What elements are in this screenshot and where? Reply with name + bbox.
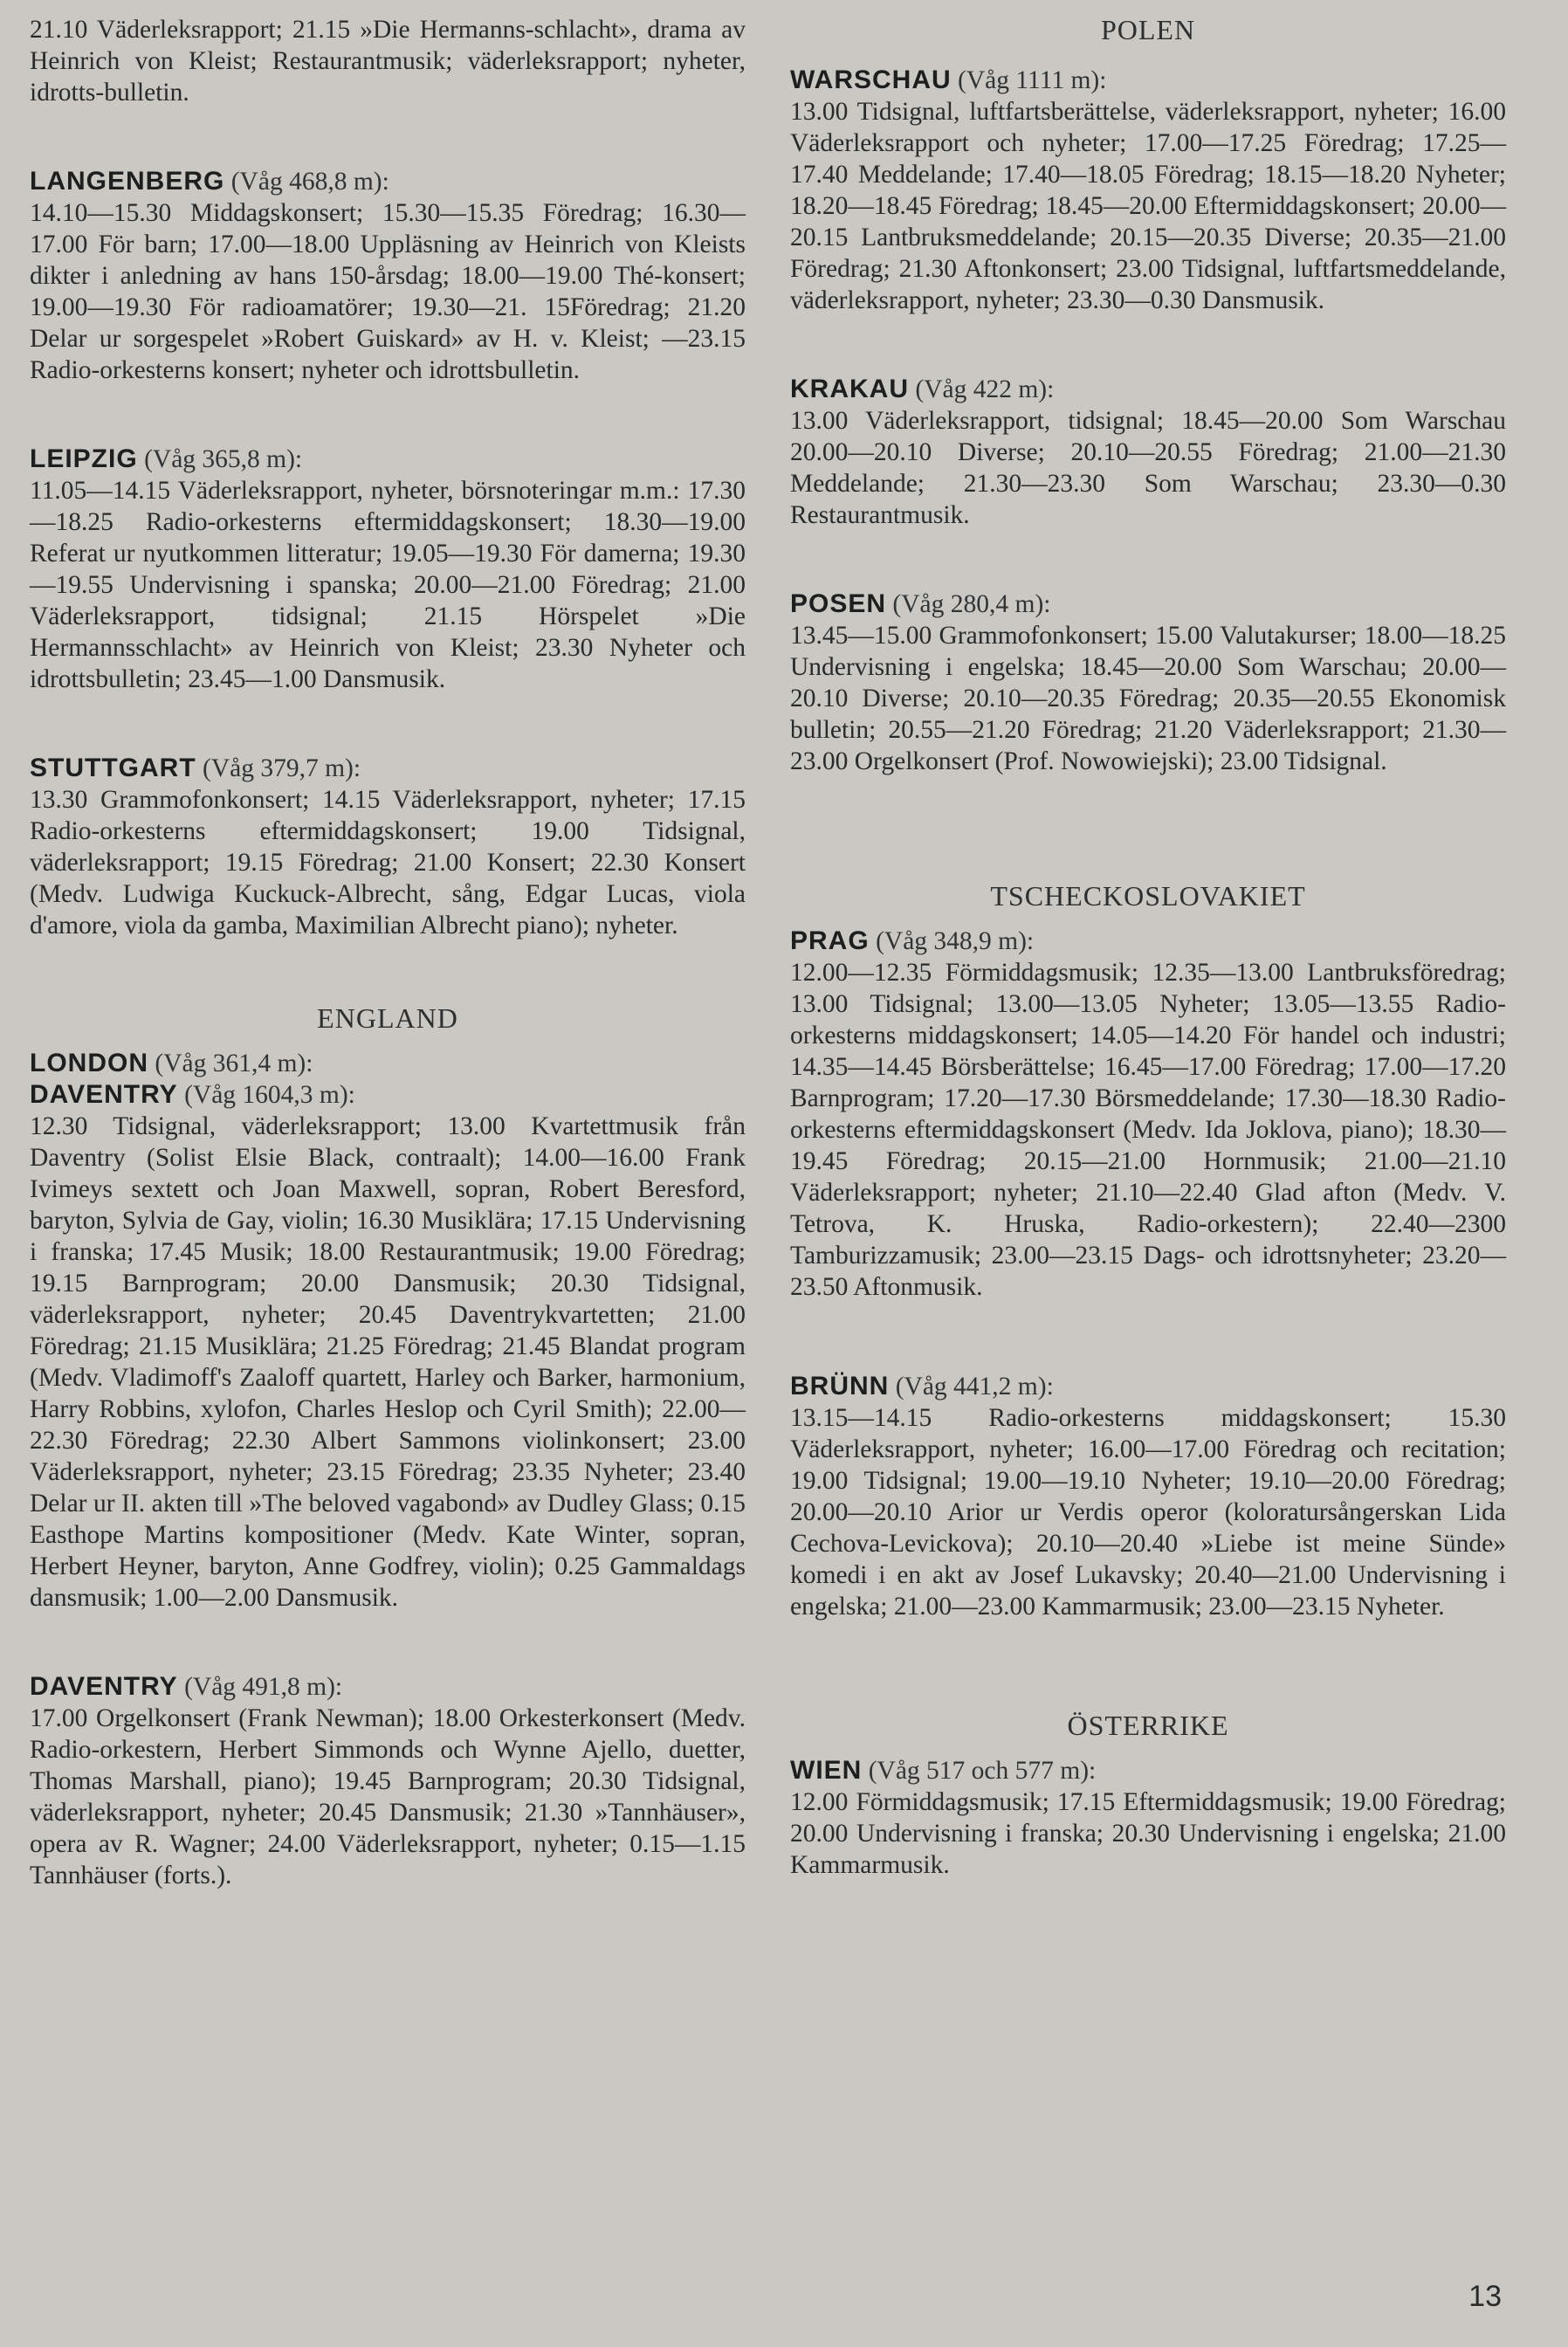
station-krakau	[790, 374, 1506, 531]
station-warschau	[790, 65, 1506, 316]
station-name: DAVENTRY	[30, 1080, 178, 1109]
station-wavelength: (Våg 468,8 m):	[230, 168, 389, 196]
station-wavelength: (Våg 1111 m):	[958, 66, 1107, 94]
station-name: BRÜNN	[790, 1372, 890, 1401]
station-leipzig	[30, 444, 746, 695]
station-wavelength: (Våg 365,8 m):	[144, 445, 303, 473]
station-london-daventry	[30, 1048, 746, 1614]
station-wavelength: (Våg 280,4 m):	[892, 590, 1051, 618]
station-wavelength: (Våg 1604,3 m):	[184, 1081, 355, 1109]
country-heading-polen: POLEN	[1100, 14, 1196, 45]
station-schedule: 17.00 Orgelkonsert (Frank Newman); 18.00 Orkesterkonsert (Medv. Radio-orkestern, Herbert Simmonds och Wynne Ajello, duetter, Thomas Marshall, piano); 19.45 Barnprogram; 20.30 Tidsignal, väderleksrapport, nyheter; 20.45 Dansmusik; 21.30 »Tannhäuser», opera av R. Wagner; 24.00 Väderleksrapport, nyheter; 0.15—1.15 Tannhäuser (forts.).	[30, 1704, 746, 1889]
station-schedule: 11.05—14.15 Väderleksrapport, nyheter, börsnoteringar m.m.: 17.30—18.25 Radio-orkesterns eftermiddagskonsert; 18.30—19.00 Referat ur nyutkommen litteratur; 19.05—19.30 För damerna; 19.30—19.55 Undervisning i spanska; 20.00—21.00 Föredrag; 21.00 Väderleksrapport, tidsignal; 21.15 Hörspelet »Die Hermannsschlacht» av Heinrich von Kleist; 23.30 Nyheter och idrottsbulletin; 23.45—1.00 Dansmusik.	[30, 477, 746, 693]
station-schedule: 13.45—15.00 Grammofonkonsert; 15.00 Valutakurser; 18.00—18.25 Undervisning i engelska; 18.45—20.00 Som Warschau; 20.00—20.10 Diverse; 20.10—20.35 Föredrag; 20.35—20.55 Ekonomisk bulletin; 20.55—21.20 Föredrag; 21.20 Väderleksrapport; 21.30—23.00 Orgelkonsert (Prof. Nowowiejski); 23.00 Tidsignal.	[790, 622, 1506, 775]
station-wien	[790, 1755, 1506, 1881]
station-prag	[790, 926, 1506, 1303]
station-name: WARSCHAU	[790, 65, 952, 94]
station-wavelength: (Våg 348,9 m):	[876, 927, 1035, 955]
station-posen	[790, 588, 1506, 777]
station-wavelength: (Våg 361,4 m):	[155, 1050, 313, 1077]
station-name: LEIPZIG	[30, 444, 138, 473]
station-schedule: 13.30 Grammofonkonsert; 14.15 Väderleksrapport, nyheter; 17.15 Radio-orkesterns eftermiddagskonsert; 19.00 Tidsignal, väderleksrapport; 19.15 Föredrag; 21.00 Konsert; 22.30 Konsert (Medv. Ludwiga Kuckuck-Albrecht, sång, Edgar Lucas, viola d'amore, viola da gamba, Maximilian Albrecht piano); nyheter.	[30, 786, 746, 939]
station-name: KRAKAU	[790, 375, 909, 403]
country-heading-tschecko: TSCHECKOSLOVAKIET	[990, 880, 1306, 912]
station-wavelength: (Våg 379,7 m):	[203, 754, 361, 782]
station-daventry-491	[30, 1671, 746, 1891]
intro-paragraph: 21.10 Väderleksrapport; 21.15 »Die Hermanns-schlacht», drama av Heinrich von Kleist; Restaurantmusik; väderleksrapport; nyheter, idrotts-bulletin.	[30, 16, 746, 107]
station-schedule: 13.00 Tidsignal, luftfartsberättelse, väderleksrapport, nyheter; 16.00 Väderleksrapport och nyheter; 17.00—17.25 Föredrag; 17.25—17.40 Meddelande; 17.40—18.05 Föredrag; 18.15—18.20 Nyheter; 18.20—18.45 Föredrag; 18.45—20.00 Eftermiddagskonsert; 20.00—20.15 Lantbruksmeddelande; 20.15—20.35 Diverse; 20.35—21.00 Föredrag; 21.30 Aftonkonsert; 23.00 Tidsignal, luftfartsmeddelande, väderleksrapport, nyheter; 23.30—0.30 Dansmusik.	[790, 98, 1506, 314]
station-wavelength: (Våg 517 och 577 m):	[868, 1757, 1097, 1785]
station-wavelength: (Våg 441,2 m):	[895, 1373, 1054, 1401]
station-stuttgart	[30, 753, 746, 941]
station-name: LONDON	[30, 1049, 148, 1077]
station-name: LANGENBERG	[30, 167, 225, 196]
right-column	[790, 14, 1506, 1881]
country-heading-england: ENGLAND	[317, 1002, 458, 1034]
station-name: PRAG	[790, 926, 870, 955]
page-number: 13	[1468, 2280, 1502, 2313]
station-name: DAVENTRY	[30, 1672, 178, 1701]
station-wavelength: (Våg 422 m):	[915, 375, 1055, 403]
left-column	[30, 14, 746, 1891]
station-langenberg	[30, 166, 746, 386]
station-schedule: 14.10—15.30 Middagskonsert; 15.30—15.35 Föredrag; 16.30—17.00 För barn; 17.00—18.00 Uppläsning av Heinrich von Kleists dikter i anledning av hans 150-årsdag; 18.00—19.00 Thé-konsert; 19.00—19.30 För radioamatörer; 19.30—21. 15Föredrag; 21.20 Delar ur sorgespelet »Robert Guiskard» av H. v. Kleist; —23.15 Radio-orkesterns konsert; nyheter och idrottsbulletin.	[30, 199, 746, 384]
country-heading-osterrike: ÖSTERRIKE	[1067, 1710, 1229, 1741]
station-name: STUTTGART	[30, 754, 196, 782]
station-schedule: 13.15—14.15 Radio-orkesterns middagskonsert; 15.30 Väderleksrapport, nyheter; 16.00—17.00 Föredrag och recitation; 19.00 Tidsignal; 19.00—19.10 Nyheter; 19.10—20.00 Föredrag; 20.00—20.10 Arior ur Verdis operor (koloratursångerskan Lida Cechova-Levickova); 20.10—20.40 »Liebe ist meine Sünde» komedi i en akt av Josef Lukavsky; 20.40—21.00 Undervisning i engelska; 21.00—23.00 Kammarmusik; 23.00—23.15 Nyheter.	[790, 1404, 1506, 1621]
station-wavelength: (Våg 491,8 m):	[184, 1673, 343, 1701]
station-brunn	[790, 1371, 1506, 1622]
station-name: POSEN	[790, 589, 887, 618]
station-schedule: 12.00—12.35 Förmiddagsmusik; 12.35—13.00 Lantbruksföredrag; 13.00 Tidsignal; 13.00—13.05 Nyheter; 13.05—13.55 Radio-orkesterns middagskonsert; 14.05—14.20 För handel och industri; 14.35—14.45 Börsberättelse; 16.45—17.00 Föredrag; 17.00—17.20 Barnprogram; 17.20—17.30 Börsmeddelande; 17.30—18.30 Radio-orkesterns eftermiddagskonsert (Medv. Ida Joklova, piano); 18.30—19.45 Föredrag; 20.15—21.00 Hornmusik; 21.00—21.10 Väderleksrapport; nyheter; 21.10—22.40 Glad afton (Medv. V. Tetrova, K. Hruska, Radio-orkestern); 22.40—2300 Tamburizzamusik; 23.00—23.15 Dags- och idrottsnyheter; 23.20—23.50 Aftonmusik.	[790, 959, 1506, 1301]
station-schedule: 12.30 Tidsignal, väderleksrapport; 13.00 Kvartettmusik från Daventry (Solist Elsie Black, contraalt); 14.00—16.00 Frank Ivimeys sextett och Joan Maxwell, sopran, Robert Beresford, baryton, Sylvia de Gay, violin; 16.30 Musiklära; 17.15 Undervisning i franska; 17.45 Musik; 18.00 Restaurantmusik; 19.00 Föredrag; 19.15 Barnprogram; 20.00 Dansmusik; 20.30 Tidsignal, väderleksrapport, nyheter; 20.45 Daventrykvartetten; 21.00 Föredrag; 21.15 Musiklära; 21.25 Föredrag; 21.45 Blandat program (Medv. Vladimoff's Zaaloff quartett, Harley och Barker, harmonium, Harry Robbins, xylofon, Charles Heslop och Cyril Smith); 22.00—22.30 Föredrag; 22.30 Albert Sammons violinkonsert; 23.00 Väderleksrapport, nyheter; 23.15 Föredrag; 23.35 Nyheter; 23.40 Delar ur II. akten till »The beloved vagabond» av Dudley Glass; 0.15 Easthope Martins kompositioner (Medv. Kate Winter, sopran, Herbert Heyner, baryton, Anne Godfrey, violin); 0.25 Gammaldags dansmusik; 1.00—2.00 Dansmusik.	[30, 1112, 746, 1612]
station-name: WIEN	[790, 1756, 863, 1785]
station-schedule: 12.00 Förmiddagsmusik; 17.15 Eftermiddagsmusik; 19.00 Föredrag; 20.00 Undervisning i franska; 20.30 Undervisning i engelska; 21.00 Kammarmusik.	[790, 1788, 1506, 1879]
station-schedule: 13.00 Väderleksrapport, tidsignal; 18.45—20.00 Som Warschau 20.00—20.10 Diverse; 20.10—20.55 Föredrag; 21.00—21.30 Meddelande; 21.30—23.30 Som Warschau; 23.30—0.30 Restaurantmusik.	[790, 407, 1506, 529]
